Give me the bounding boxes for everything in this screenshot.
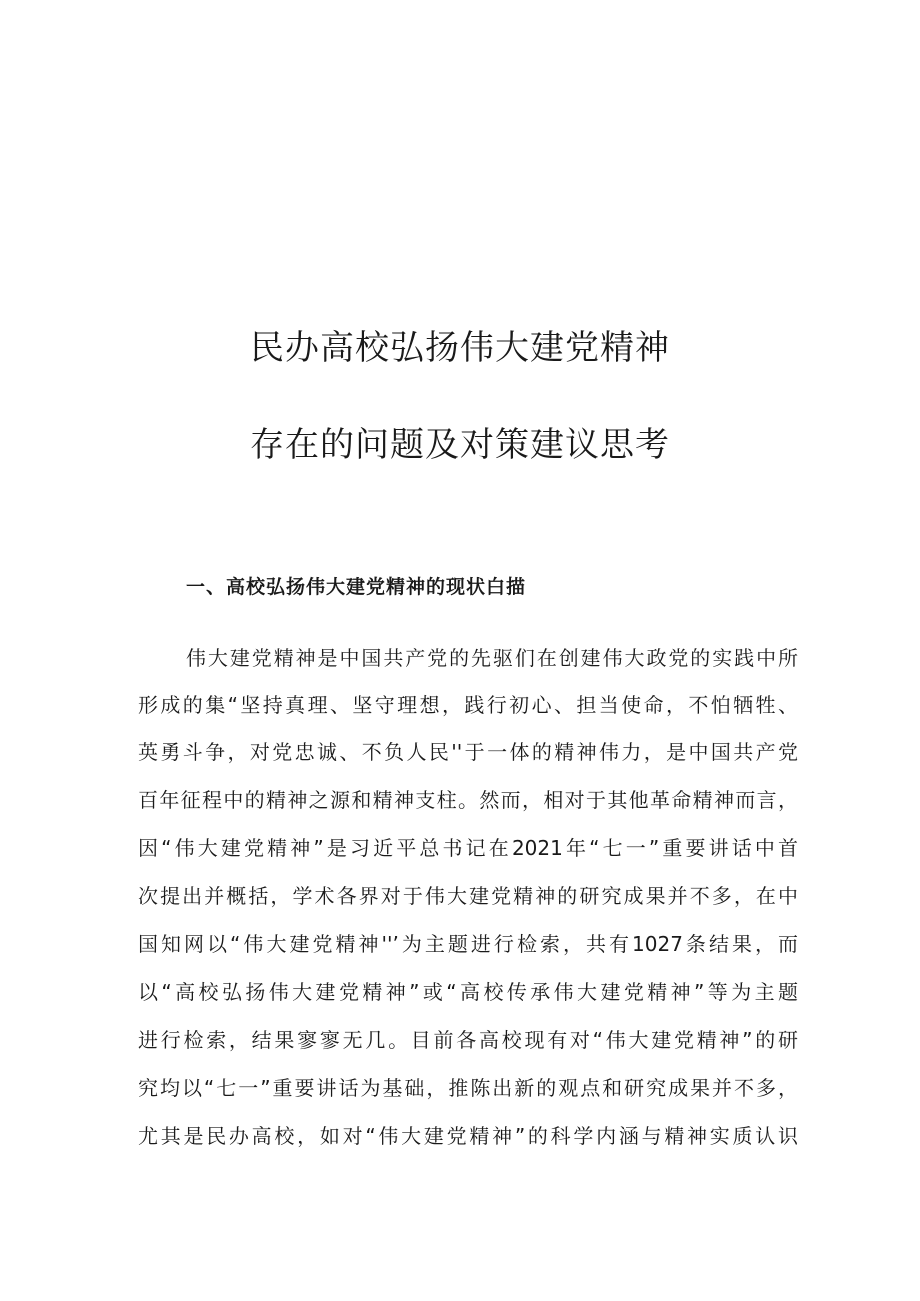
document-title-line-2: 存在的问题及对策建议思考 — [250, 425, 670, 465]
body-line-4: 百年征程中的精神之源和精神支柱。然而，相对于其他革命精神而言， — [138, 788, 798, 812]
body-line-8: 以“高校弘扬伟大建党精神”或“高校传承伟大建党精神”等为主题 — [138, 980, 798, 1004]
body-line-2: 形成的集“坚持真理、坚守理想，践行初心、担当使命，不怕牺牲、 — [138, 693, 798, 717]
body-line-3: 英勇斗争，对党忠诚、不负人民''于一体的精神伟力，是中国共产党 — [138, 740, 798, 764]
body-line-6: 次提出并概括，学术各界对于伟大建党精神的研究成果并不多，在中 — [138, 884, 798, 908]
document-title-line-1: 民办高校弘扬伟大建党精神 — [250, 328, 670, 368]
body-line-10: 究均以“七一”重要讲话为基础，推陈出新的观点和研究成果并不多， — [138, 1076, 798, 1100]
body-line-7: 国知网以“伟大建党精神''’为主题进行检索，共有1027条结果，而 — [138, 932, 798, 956]
body-line-5: 因“伟大建党精神”是习近平总书记在2021年“七一”重要讲话中首 — [138, 836, 798, 860]
body-line-9: 进行检索，结果寥寥无几。目前各高校现有对“伟大建党精神”的研 — [138, 1028, 798, 1052]
body-line-1: 伟大建党精神是中国共产党的先驱们在创建伟大政党的实践中所 — [186, 646, 798, 670]
body-line-11: 尤其是民办高校，如对“伟大建党精神”的科学内涵与精神实质认识 — [138, 1124, 798, 1148]
section-heading: 一、高校弘扬伟大建党精神的现状白描 — [186, 576, 527, 598]
